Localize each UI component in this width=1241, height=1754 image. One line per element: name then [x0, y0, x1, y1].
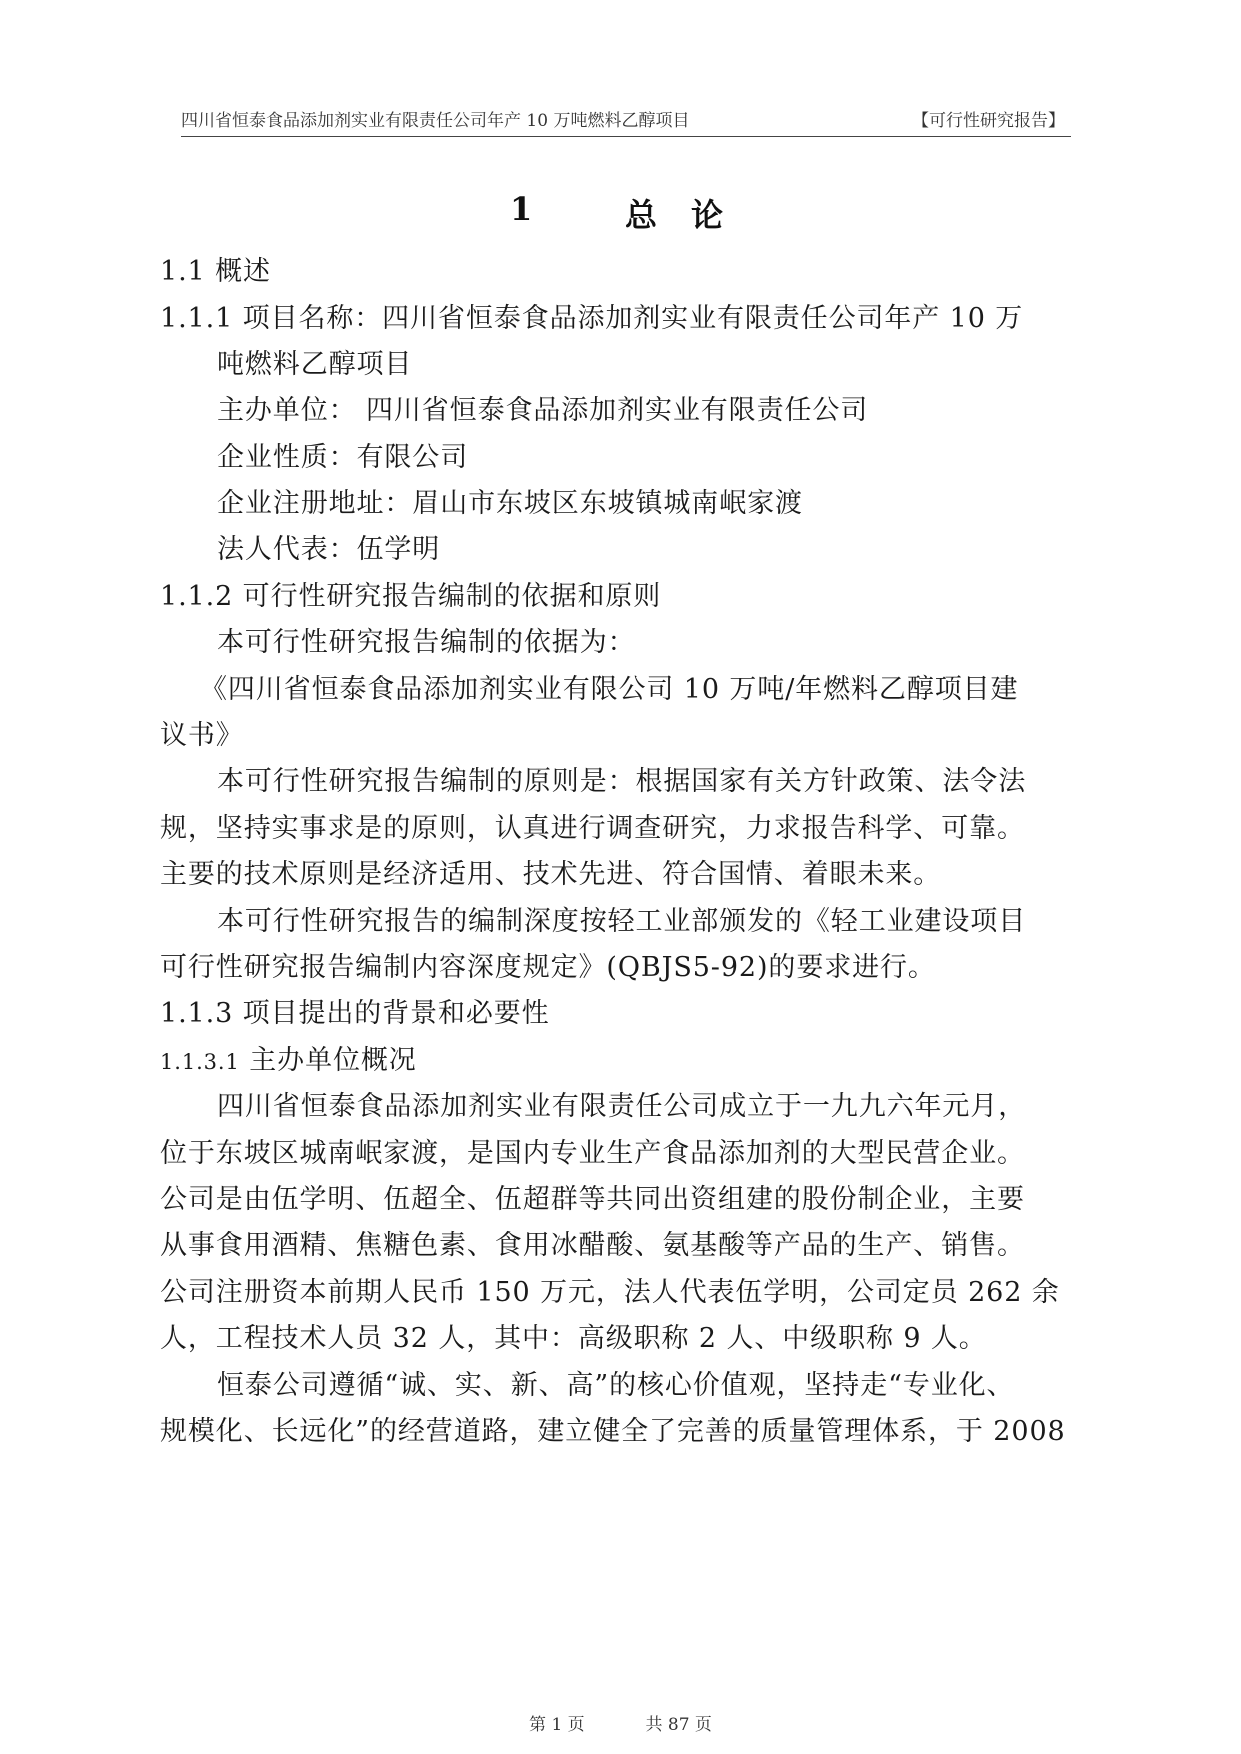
chapter-heading [0, 190, 1241, 240]
paragraph-line: 从事食用酒精、焦糖色素、食用冰醋酸、氨基酸等产品的生产、销售。 [160, 1230, 1025, 1261]
chapter-title: 总论 [625, 196, 758, 234]
page-number: 第 1 页 [529, 1715, 585, 1735]
section-heading-1-1-3-1 [160, 1041, 417, 1082]
section-heading-1-1-3: 1.1.3 项目提出的背景和必要性 [160, 998, 550, 1029]
paragraph-line: 公司是由伍学明、伍超全、伍超群等共同出资组建的股份制企业，主要 [160, 1184, 1025, 1215]
chapter-number: 1 [510, 190, 533, 228]
paragraph-line: 主要的技术原则是经济适用、技术先进、符合国情、着眼未来。 [160, 859, 942, 890]
paragraph-line: 本可行性研究报告编制的原则是：根据国家有关方针政策、法令法 [217, 766, 1027, 797]
paragraph-line: 位于东坡区城南岷家渡，是国内专业生产食品添加剂的大型民营企业。 [160, 1138, 1025, 1169]
header-project-title: 四川省恒泰食品添加剂实业有限责任公司年产 10 万吨燃料乙醇项目 [181, 111, 690, 131]
paragraph-line: 规，坚持实事求是的原则，认真进行调查研究，力求报告科学、可靠。 [160, 813, 1025, 844]
paragraph-line: 议书》 [160, 720, 244, 751]
paragraph-line: 恒泰公司遵循“诚、实、新、高”的核心价值观，坚持走“专业化、 [217, 1370, 1015, 1401]
paragraph-line: 法人代表：伍学明 [217, 534, 441, 565]
paragraph-line: 《四川省恒泰食品添加剂实业有限公司 10 万吨/年燃料乙醇项目建 [200, 674, 1019, 705]
paragraph-line: 本可行性研究报告的编制深度按轻工业部颁发的《轻工业建设项目 [217, 906, 1027, 937]
paragraph-line: 主办单位： 四川省恒泰食品添加剂实业有限责任公司 [217, 395, 869, 426]
paragraph-line: 公司注册资本前期人民币 150 万元，法人代表伍学明，公司定员 262 余 [160, 1277, 1060, 1308]
paragraph-line: 企业注册地址：眉山市东坡区东坡镇城南岷家渡 [217, 488, 803, 519]
section-heading-1-1-1: 1.1.1 项目名称：四川省恒泰食品添加剂实业有限责任公司年产 10 万 [160, 303, 1024, 334]
section-heading-1-1: 1.1 概述 [160, 256, 271, 287]
paragraph-line: 企业性质：有限公司 [217, 442, 469, 473]
paragraph-line: 人，工程技术人员 32 人，其中：高级职称 2 人、中级职称 9 人。 [160, 1323, 987, 1354]
header-report-type: 【可行性研究报告】 [912, 111, 1065, 131]
paragraph-line: 四川省恒泰食品添加剂实业有限责任公司成立于一九九六年元月， [217, 1091, 1027, 1122]
page-footer [0, 1710, 1241, 1735]
page-total: 共 87 页 [645, 1715, 712, 1735]
section-number: 1.1.3.1 [160, 1050, 240, 1074]
paragraph-line: 本可行性研究报告编制的依据为： [217, 627, 636, 658]
paragraph-line: 可行性研究报告编制内容深度规定》(QBJS5-92)的要求进行。 [160, 952, 936, 983]
page-header [181, 106, 1071, 137]
paragraph-line: 规模化、长远化”的经营道路，建立健全了完善的质量管理体系，于 2008 [160, 1416, 1066, 1447]
section-heading-1-1-2: 1.1.2 可行性研究报告编制的依据和原则 [160, 581, 662, 612]
paragraph-line: 吨燃料乙醇项目 [217, 349, 413, 380]
section-title: 主办单位概况 [249, 1045, 417, 1076]
